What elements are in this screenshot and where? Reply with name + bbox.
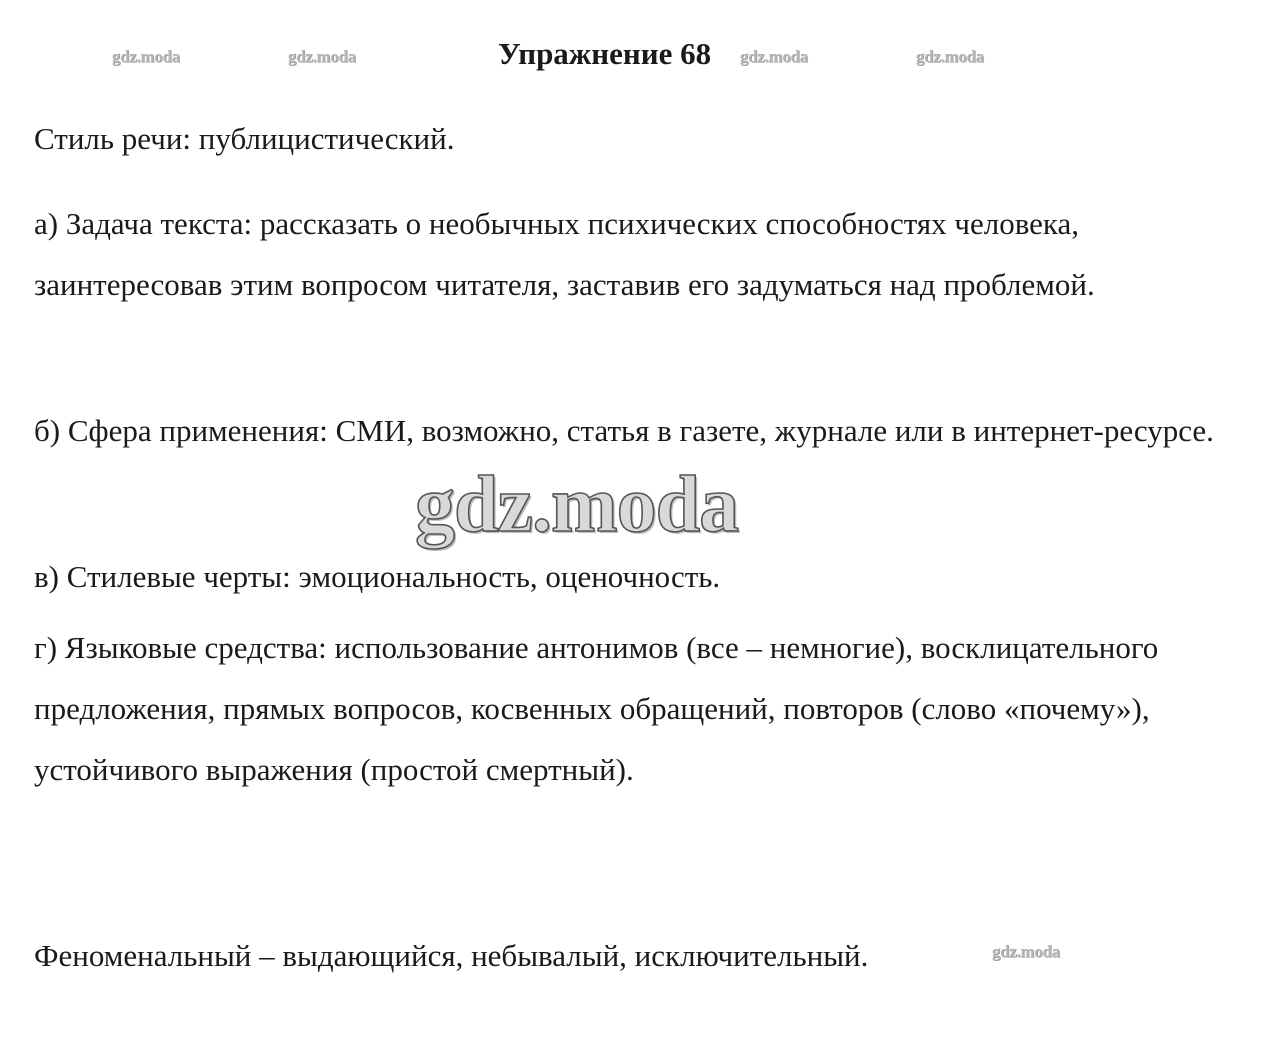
definition-paragraph: Феноменальный – выдающийся, небывалый, исключительный. [34,938,869,973]
watermark-bottom: gdz.moda [992,942,1060,961]
sphere-paragraph: б) Сфера применения: СМИ, возможно, статья в газете, журнале или в интернет-ресурсе. [34,413,1214,448]
watermark-top-3: gdz.moda [740,47,808,66]
task-paragraph: а) Задача текста: рассказать о необычных психических способностях человека, заинтересовав этим вопросом читателя, заставив его задуматься над проблемой. [34,206,1095,302]
watermark-top-4: gdz.moda [916,47,984,66]
watermark-top-2: gdz.moda [288,47,356,66]
watermark-center: gdz.moda [415,461,739,549]
features-paragraph: в) Стилевые черты: эмоциональность, оценочность. [34,559,721,594]
style-paragraph: Стиль речи: публицистический. [34,121,455,156]
language-means-paragraph: г) Языковые средства: использование антонимов (все – немногие), восклицательного предложения, прямых вопросов, косвенных обращений, повторов (слово «почему»), устойчивого выражения (простой смертный). [34,630,1159,787]
page-title: Упражнение 68 [498,36,712,71]
watermark-top-1: gdz.moda [112,47,180,66]
